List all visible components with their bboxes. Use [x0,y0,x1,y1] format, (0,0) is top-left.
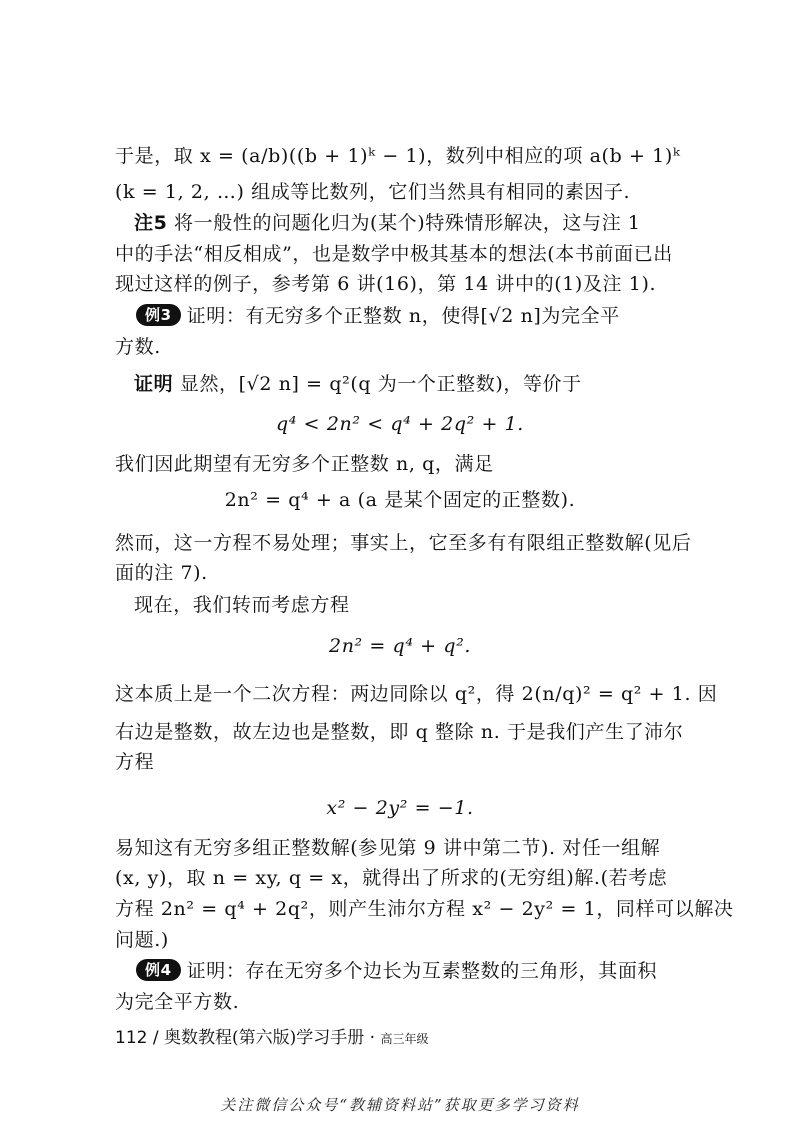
text-line: 问题.) [115,929,169,951]
equation: 2n² = q⁴ + a (a 是某个固定的正整数). [224,489,576,511]
equation: x² − 2y² = −1. [326,797,474,819]
proof-label: 证明 [134,373,174,395]
text-line: (x, y)，取 n = xy, q = x，就得出了所求的(无穷组)解.(若考虑 [115,867,668,889]
text-line: 现在，我们转而考虑方程 [134,594,350,616]
example3-badge: 例3 [136,304,181,326]
text-line: 证明：有无穷多个正整数 n，使得[√2 n]为完全平 [186,305,620,327]
text-line: 现过这样的例子，参考第 6 讲(16)，第 14 讲中的(1)及注 1). [115,273,657,295]
equation: q⁴ < 2n² < q⁴ + 2q² + 1. [276,413,524,435]
text-line: 方程 2n² = q⁴ + 2q²，则产生沛尔方程 x² − 2y² = 1，同样可以解决 [115,898,734,920]
example3-heading [136,302,706,330]
text-line: 方程 [115,751,155,773]
grade-label: 高三年级 [380,1032,429,1046]
equation: 2n² = q⁴ + q². [329,635,471,657]
text-line: 中的手法“相反相成”，也是数学中极其基本的想法(本书前面已出 [115,243,673,265]
example4-badge: 例4 [136,959,181,981]
text-line: 面的注 7). [115,562,208,584]
text-line: 我们因此期望有无穷多个正整数 n, q，满足 [115,453,494,475]
text-line: 这本质上是一个二次方程：两边同除以 q²，得 2(n/q)² = q² + 1. 因 [115,683,718,705]
text-line: 然而，这一方程不易处理；事实上，它至多有有限组正整数解(见后 [115,532,692,554]
text-line: 将一般性的问题化归为(某个)特殊情形解决，这与注 1 [167,212,641,234]
text-line: 显然，[√2 n] = q²(q 为一个正整数)，等价于 [173,373,582,395]
watermark-text: 关注微信公众号“教辅资料站”获取更多学习资料 [220,1096,580,1114]
text-line: 方数. [115,336,161,358]
text-line: (k = 1, 2, …) 组成等比数列，它们当然具有相同的素因子. [115,181,631,203]
text-line: 于是，取 x = (a/b)((b + 1)ᵏ − 1)，数列中相应的项 a(b + 1)ᵏ [115,145,681,167]
text-line: 证明：存在无穷多个边长为互素整数的三角形，其面积 [186,960,658,982]
text-line: 为完全平方数. [115,991,240,1013]
page-footer [115,1026,429,1051]
proof-paragraph [134,370,704,398]
book-title: 奥数教程(第六版)学习手册 · [164,1028,376,1048]
page-number: 112 / [115,1028,159,1048]
example4-heading [136,957,706,985]
text-line: 易知这有无穷多组正整数解(参见第 9 讲中第二节). 对任一组解 [115,837,661,859]
note5-paragraph [134,209,704,237]
note5-label: 注5 [134,212,168,234]
text-line: 右边是整数，故左边也是整数，即 q 整除 n. 于是我们产生了沛尔 [115,721,684,743]
